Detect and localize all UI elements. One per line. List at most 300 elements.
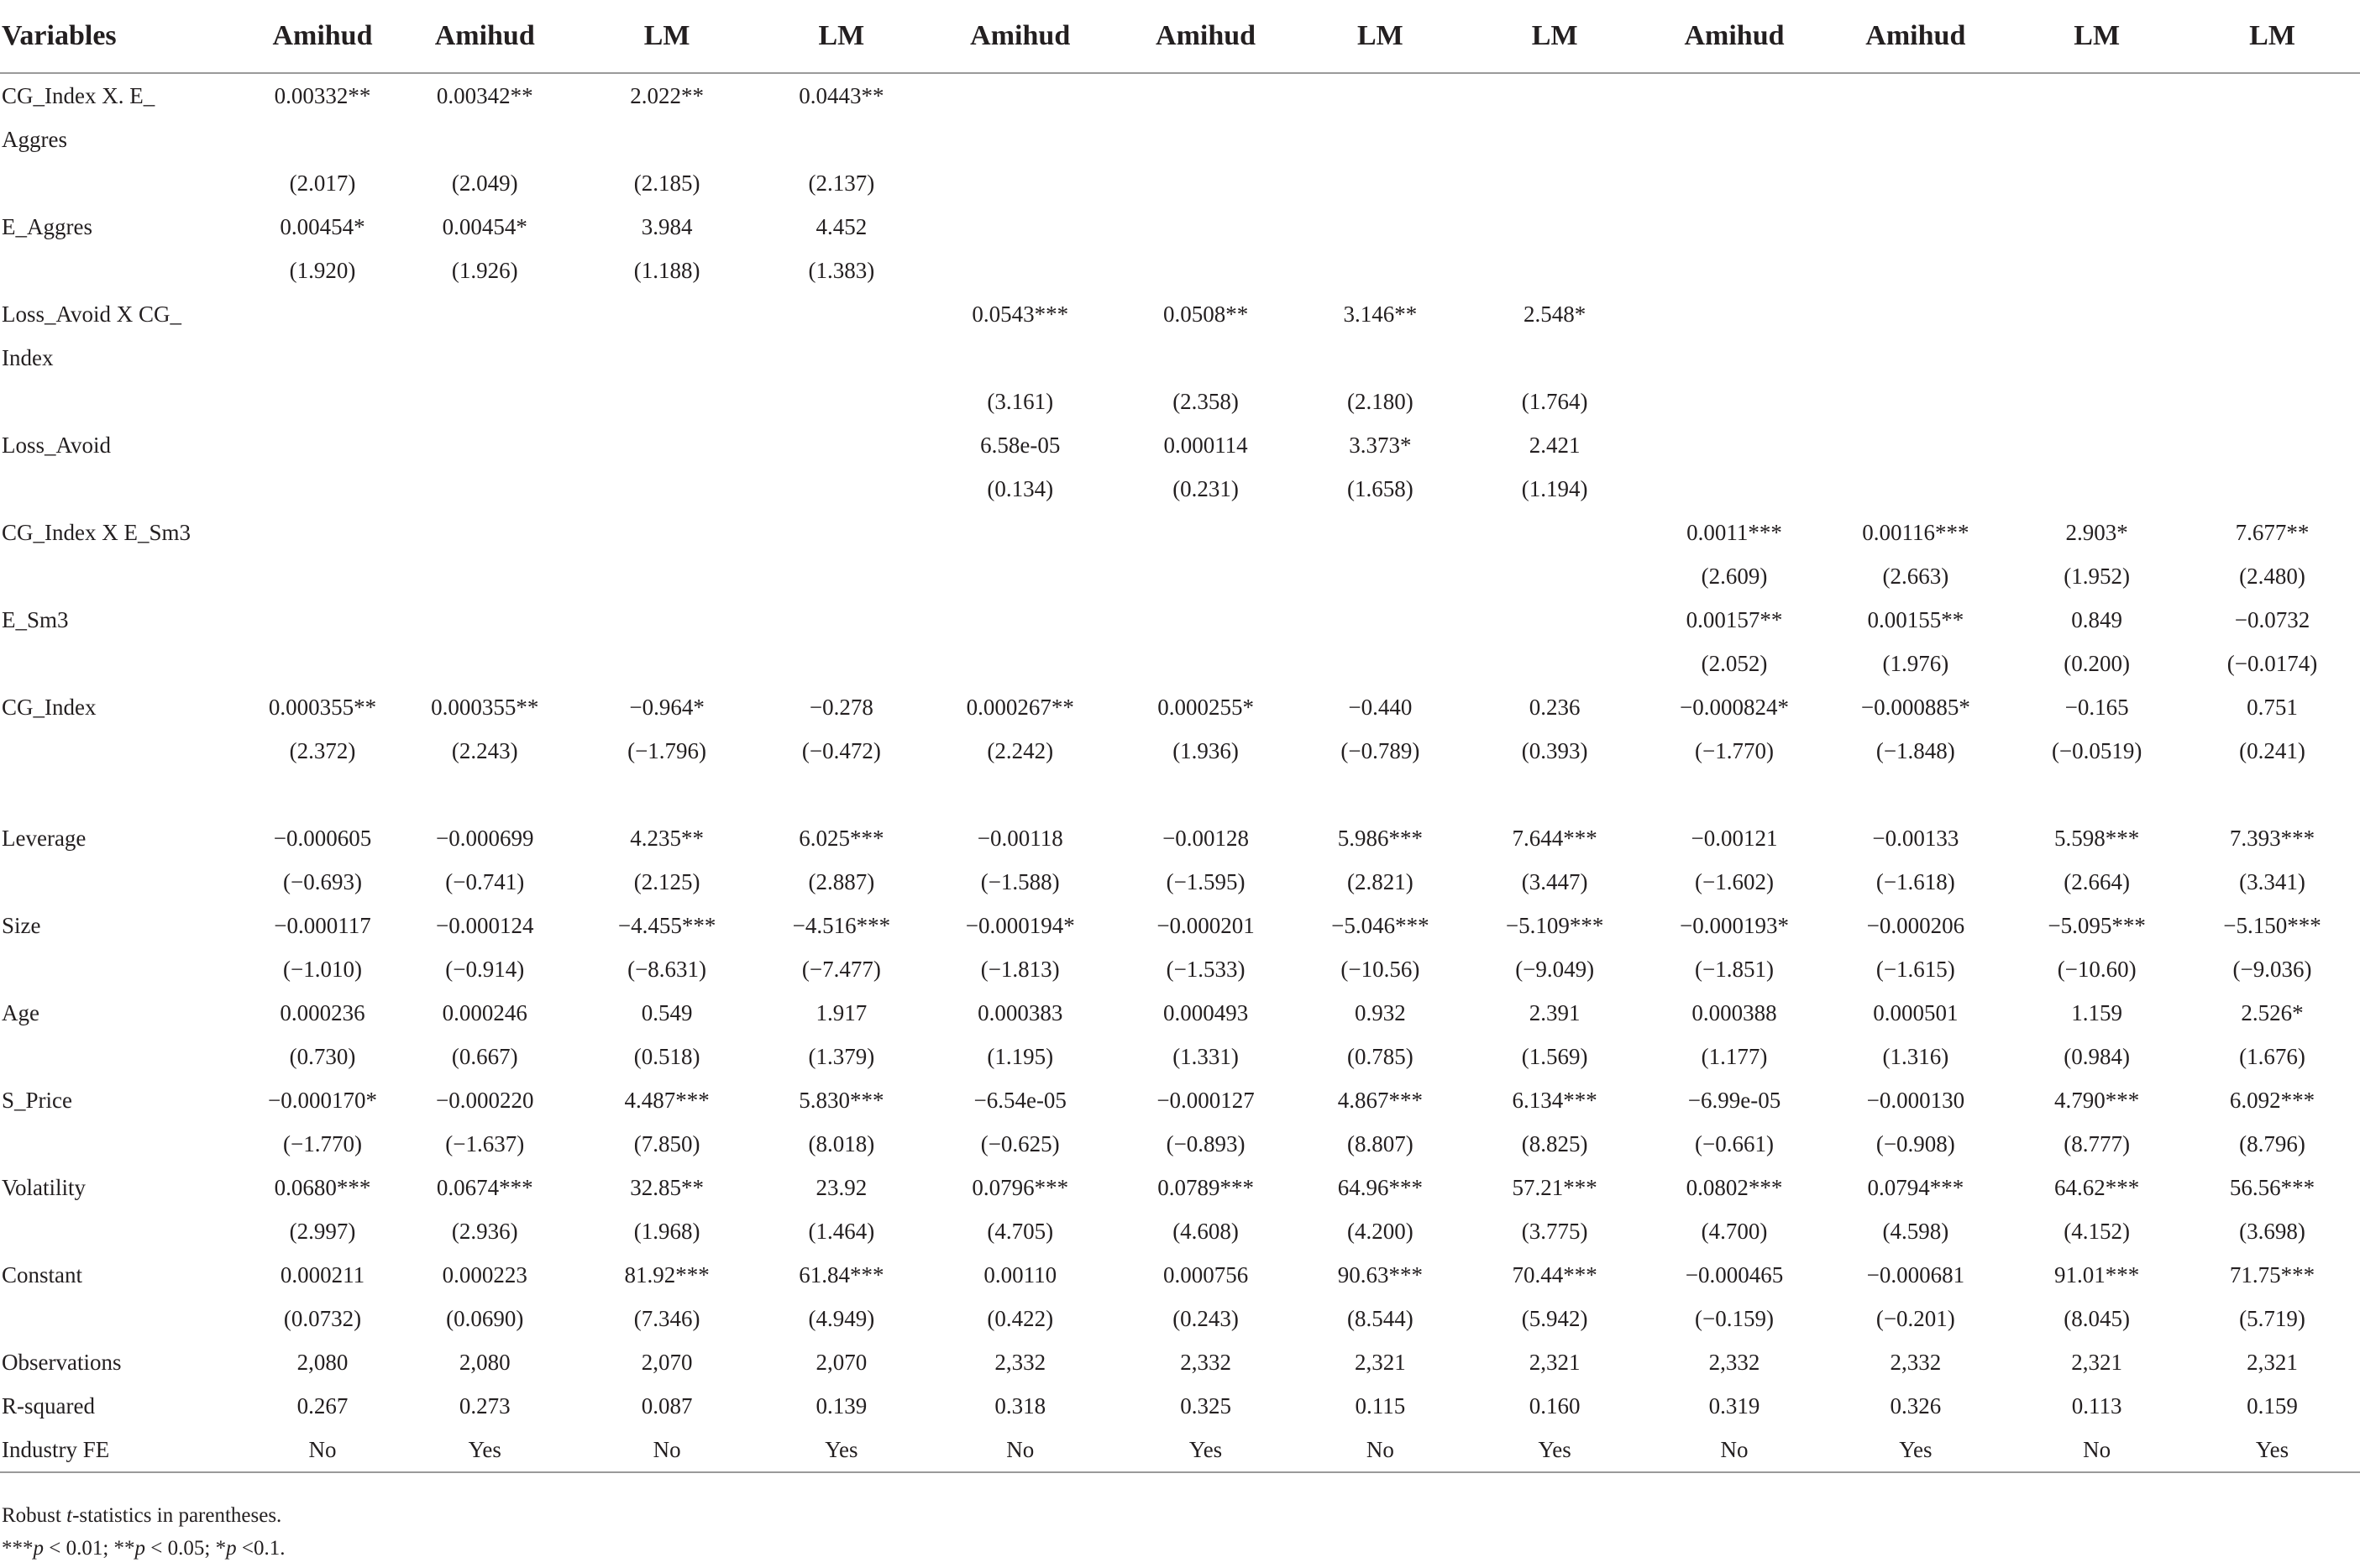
table-cell bbox=[757, 554, 927, 598]
table-cell: 0.159 bbox=[2247, 1392, 2298, 1419]
table-cell: (3.161) bbox=[987, 388, 1054, 414]
table-cell: (−0.0519) bbox=[2051, 737, 2142, 763]
table-cell bbox=[2009, 380, 2184, 423]
table-cell: (−1.588) bbox=[980, 868, 1060, 894]
table-cell: (−1.010) bbox=[283, 956, 362, 982]
table-cell: 71.75*** bbox=[2229, 1261, 2315, 1287]
row-label bbox=[0, 729, 253, 773]
table-cell bbox=[757, 511, 927, 554]
table-cell: (0.422) bbox=[987, 1305, 1054, 1331]
table-cell bbox=[578, 511, 757, 554]
table-cell: (2.243) bbox=[451, 737, 518, 763]
table-cell: (1.952) bbox=[2064, 563, 2131, 589]
table-cell: 0.00332** bbox=[274, 82, 371, 108]
notes-italic: t bbox=[66, 1504, 73, 1527]
table-cell bbox=[757, 467, 927, 511]
table-cell bbox=[2009, 336, 2184, 380]
table-cell bbox=[757, 642, 927, 685]
table-cell: (−1.851) bbox=[1695, 956, 1774, 982]
table-row bbox=[0, 598, 2360, 642]
table-cell: (1.920) bbox=[289, 257, 356, 283]
table-cell bbox=[578, 773, 757, 816]
table-cell bbox=[926, 205, 1114, 249]
row-label: CG_Index bbox=[2, 694, 97, 720]
table-cell: 4.487*** bbox=[624, 1087, 710, 1113]
table-cell: (−0.789) bbox=[1340, 737, 1420, 763]
table-cell: (2.821) bbox=[1347, 868, 1413, 894]
table-cell bbox=[2184, 292, 2360, 336]
table-cell: −0.0732 bbox=[2234, 606, 2310, 632]
table-cell: 64.62*** bbox=[2054, 1174, 2140, 1200]
table-cell: (−0.893) bbox=[1166, 1130, 1246, 1156]
table-cell bbox=[2009, 118, 2184, 161]
table-cell bbox=[1298, 773, 1463, 816]
table-cell: (4.608) bbox=[1172, 1218, 1239, 1244]
header-column-7: LM bbox=[1298, 0, 1463, 73]
table-cell bbox=[253, 554, 392, 598]
table-cell: (8.825) bbox=[1521, 1130, 1588, 1156]
table-cell bbox=[1647, 73, 1822, 118]
row-label bbox=[0, 642, 253, 685]
table-cell: (8.796) bbox=[2239, 1130, 2305, 1156]
table-cell: (2.997) bbox=[289, 1218, 356, 1244]
table-row bbox=[0, 904, 2360, 947]
table-cell: No bbox=[926, 1428, 1114, 1472]
header-variables: Variables bbox=[0, 0, 253, 73]
table-cell bbox=[1298, 205, 1463, 249]
table-cell: (1.383) bbox=[808, 257, 875, 283]
table-row bbox=[0, 991, 2360, 1035]
table-cell: −0.000127 bbox=[1156, 1087, 1255, 1113]
table-cell bbox=[2009, 161, 2184, 205]
table-cell: (2.609) bbox=[1701, 563, 1768, 589]
table-row bbox=[0, 947, 2360, 991]
table-cell: (2.663) bbox=[1882, 563, 1949, 589]
table-cell: −0.278 bbox=[809, 694, 873, 720]
table-cell bbox=[578, 336, 757, 380]
table-cell: 0.0680*** bbox=[274, 1174, 371, 1200]
table-cell: 91.01*** bbox=[2054, 1261, 2140, 1287]
table-cell bbox=[2184, 205, 2360, 249]
table-cell: 70.44*** bbox=[1512, 1261, 1597, 1287]
table-row bbox=[0, 336, 2360, 380]
table-cell: (0.518) bbox=[633, 1043, 700, 1069]
notes-italic: p bbox=[226, 1537, 237, 1560]
row-label bbox=[0, 860, 253, 904]
table-cell: (8.018) bbox=[808, 1130, 875, 1156]
row-label bbox=[0, 1035, 253, 1078]
table-cell: (2.180) bbox=[1347, 388, 1413, 414]
table-cell: (−1.796) bbox=[627, 737, 707, 763]
table-cell: (3.698) bbox=[2239, 1218, 2305, 1244]
table-cell: 0.000255* bbox=[1157, 694, 1254, 720]
table-cell: −0.000605 bbox=[273, 825, 372, 851]
table-cell bbox=[392, 598, 578, 642]
table-cell: (2.137) bbox=[808, 170, 875, 196]
table-cell bbox=[1822, 336, 2009, 380]
table-row bbox=[0, 118, 2360, 161]
table-cell: (−0.472) bbox=[801, 737, 881, 763]
row-label: S_Price bbox=[2, 1087, 72, 1113]
table-cell: (−0.908) bbox=[1875, 1130, 1955, 1156]
table-cell: (2.017) bbox=[289, 170, 356, 196]
table-cell: 2.391 bbox=[1529, 999, 1581, 1025]
table-cell: 2,080 bbox=[296, 1349, 349, 1375]
table-cell: 0.0011*** bbox=[1686, 519, 1782, 545]
table-cell bbox=[1114, 642, 1298, 685]
table-row bbox=[0, 1035, 2360, 1078]
row-label: Volatility bbox=[2, 1174, 87, 1200]
table-cell: (1.569) bbox=[1521, 1043, 1588, 1069]
table-cell bbox=[578, 598, 757, 642]
table-cell bbox=[253, 423, 392, 467]
table-cell: (1.764) bbox=[1521, 388, 1588, 414]
table-cell bbox=[1114, 161, 1298, 205]
table-cell: 2.022** bbox=[630, 82, 704, 108]
table-header bbox=[0, 0, 2360, 73]
table-cell bbox=[578, 292, 757, 336]
table-cell bbox=[1114, 205, 1298, 249]
table-cell: (0.667) bbox=[451, 1043, 518, 1069]
row-label bbox=[0, 161, 253, 205]
table-cell: −5.109*** bbox=[1505, 912, 1604, 938]
table-cell: 0.849 bbox=[2071, 606, 2123, 632]
table-cell: (3.341) bbox=[2239, 868, 2305, 894]
table-cell: (2.052) bbox=[1701, 650, 1768, 676]
table-cell: 0.000501 bbox=[1873, 999, 1959, 1025]
table-cell: −4.516*** bbox=[792, 912, 891, 938]
table-row bbox=[0, 1340, 2360, 1384]
table-cell bbox=[1463, 336, 1647, 380]
table-cell: 6.58e-05 bbox=[980, 432, 1061, 458]
table-cell: (−1.602) bbox=[1695, 868, 1774, 894]
table-row bbox=[0, 642, 2360, 685]
table-cell: (−10.56) bbox=[1340, 956, 1420, 982]
table-cell bbox=[757, 423, 927, 467]
table-cell bbox=[2009, 292, 2184, 336]
table-cell: 5.986*** bbox=[1337, 825, 1423, 851]
table-cell: No bbox=[578, 1428, 757, 1472]
table-cell: (4.598) bbox=[1882, 1218, 1949, 1244]
table-cell bbox=[757, 336, 927, 380]
row-label: Size bbox=[2, 912, 41, 938]
table-cell bbox=[757, 773, 927, 816]
table-cell: 0.000223 bbox=[442, 1261, 527, 1287]
table-cell: (2.480) bbox=[2239, 563, 2305, 589]
table-cell bbox=[926, 642, 1114, 685]
table-cell bbox=[926, 598, 1114, 642]
table-cell: No bbox=[2009, 1428, 2184, 1472]
row-label: CG_Index X E_Sm3 bbox=[2, 519, 191, 545]
notes-italic: p bbox=[134, 1537, 146, 1560]
table-cell: No bbox=[1298, 1428, 1463, 1472]
table-cell: 0.325 bbox=[1180, 1392, 1231, 1419]
table-row bbox=[0, 249, 2360, 292]
notes-text: < 0.01; ** bbox=[44, 1537, 135, 1560]
table-cell: 0.000388 bbox=[1691, 999, 1777, 1025]
table-cell bbox=[1114, 598, 1298, 642]
table-cell: 5.830*** bbox=[799, 1087, 884, 1113]
table-cell bbox=[926, 118, 1114, 161]
row-label: Loss_Avoid X CG_ bbox=[2, 301, 182, 327]
table-cell: −6.54e-05 bbox=[973, 1087, 1067, 1113]
table-cell bbox=[2184, 161, 2360, 205]
table-cell bbox=[926, 73, 1114, 118]
table-cell bbox=[253, 380, 392, 423]
table-cell: 0.087 bbox=[641, 1392, 693, 1419]
table-cell: 4.790*** bbox=[2054, 1087, 2140, 1113]
table-cell bbox=[2184, 73, 2360, 118]
table-cell: 4.867*** bbox=[1337, 1087, 1423, 1113]
row-label: Industry FE bbox=[0, 1428, 253, 1472]
table-cell bbox=[2009, 249, 2184, 292]
table-cell bbox=[2184, 380, 2360, 423]
table-cell: (−1.618) bbox=[1875, 868, 1955, 894]
row-label: Observations bbox=[2, 1349, 122, 1375]
table-cell: 0.0789*** bbox=[1157, 1174, 1254, 1200]
header-column-12: LM bbox=[2184, 0, 2360, 73]
table-cell bbox=[1822, 773, 2009, 816]
table-cell bbox=[578, 642, 757, 685]
table-cell bbox=[392, 292, 578, 336]
table-row bbox=[0, 1166, 2360, 1209]
table-cell: 0.000236 bbox=[280, 999, 365, 1025]
table-cell: 7.644*** bbox=[1512, 825, 1597, 851]
table-cell bbox=[926, 161, 1114, 205]
table-cell: (8.544) bbox=[1347, 1305, 1413, 1331]
table-cell bbox=[1822, 292, 2009, 336]
row-label bbox=[0, 380, 253, 423]
table-row bbox=[0, 292, 2360, 336]
table-cell bbox=[1822, 161, 2009, 205]
table-row bbox=[0, 1122, 2360, 1166]
table-cell bbox=[1463, 511, 1647, 554]
table-cell: Yes bbox=[392, 1428, 578, 1472]
table-cell: (0.243) bbox=[1172, 1305, 1239, 1331]
row-label: Constant bbox=[2, 1261, 83, 1287]
table-cell: (−7.477) bbox=[801, 956, 881, 982]
table-cell bbox=[1298, 554, 1463, 598]
table-cell bbox=[926, 336, 1114, 380]
header-column-1: Amihud bbox=[253, 0, 392, 73]
table-cell: (1.464) bbox=[808, 1218, 875, 1244]
row-label bbox=[0, 1209, 253, 1253]
table-cell: 2,070 bbox=[641, 1349, 693, 1375]
table-cell: 2,321 bbox=[1354, 1349, 1406, 1375]
table-cell: 0.0543*** bbox=[972, 301, 1069, 327]
table-cell: −0.00128 bbox=[1162, 825, 1250, 851]
table-cell: (2.125) bbox=[633, 868, 700, 894]
row-label: Loss_Avoid bbox=[2, 432, 112, 458]
table-cell: (2.372) bbox=[289, 737, 356, 763]
table-cell: Yes bbox=[1114, 1428, 1298, 1472]
table-cell: (8.777) bbox=[2064, 1130, 2131, 1156]
table-cell: (2.936) bbox=[451, 1218, 518, 1244]
table-cell: (1.188) bbox=[633, 257, 700, 283]
table-cell: 32.85** bbox=[630, 1174, 704, 1200]
table-cell: 7.393*** bbox=[2229, 825, 2315, 851]
table-cell: (−1.615) bbox=[1875, 956, 1955, 982]
table-cell bbox=[1463, 642, 1647, 685]
table-cell: (2.185) bbox=[633, 170, 700, 196]
table-cell bbox=[578, 380, 757, 423]
table-cell: −0.000194* bbox=[965, 912, 1075, 938]
table-cell: −0.000699 bbox=[436, 825, 534, 851]
table-cell: Yes bbox=[757, 1428, 927, 1472]
table-cell bbox=[1822, 249, 2009, 292]
table-cell: −0.000465 bbox=[1685, 1261, 1784, 1287]
table-cell bbox=[1114, 249, 1298, 292]
table-cell: (7.850) bbox=[633, 1130, 700, 1156]
table-cell bbox=[392, 336, 578, 380]
table-cell: 2,332 bbox=[1180, 1349, 1231, 1375]
table-cell: −0.000885* bbox=[1860, 694, 1970, 720]
table-cell: (0.785) bbox=[1347, 1043, 1413, 1069]
table-cell: (−0.693) bbox=[283, 868, 362, 894]
table-cell: 0.00454* bbox=[280, 213, 365, 239]
table-cell: (−1.637) bbox=[445, 1130, 525, 1156]
table-row bbox=[0, 1253, 2360, 1297]
notes-text: < 0.05; * bbox=[145, 1537, 227, 1560]
table-cell: (3.447) bbox=[1521, 868, 1588, 894]
row-label: Leverage bbox=[2, 825, 87, 851]
table-cell: 0.318 bbox=[994, 1392, 1046, 1419]
header-column-5: Amihud bbox=[926, 0, 1114, 73]
header-column-9: Amihud bbox=[1647, 0, 1822, 73]
table-cell: (−0.741) bbox=[445, 868, 525, 894]
table-cell: (5.942) bbox=[1521, 1305, 1588, 1331]
table-cell: 2,070 bbox=[816, 1349, 868, 1375]
table-cell: (8.807) bbox=[1347, 1130, 1413, 1156]
table-cell: 0.0794*** bbox=[1867, 1174, 1964, 1200]
table-cell: 3.373* bbox=[1349, 432, 1412, 458]
table-cell: (0.134) bbox=[987, 475, 1054, 501]
table-cell: 0.113 bbox=[2071, 1392, 2122, 1419]
table-cell: 6.134*** bbox=[1512, 1087, 1597, 1113]
table-cell: (2.049) bbox=[451, 170, 518, 196]
table-cell: (1.331) bbox=[1172, 1043, 1239, 1069]
table-cell: (1.676) bbox=[2239, 1043, 2305, 1069]
table-cell bbox=[2184, 118, 2360, 161]
table-cell: (2.887) bbox=[808, 868, 875, 894]
table-cell: 0.000355** bbox=[268, 694, 377, 720]
table-cell bbox=[1114, 336, 1298, 380]
table-cell: −0.000206 bbox=[1866, 912, 1965, 938]
table-cell bbox=[1647, 118, 1822, 161]
table-cell: (0.393) bbox=[1521, 737, 1588, 763]
table-cell bbox=[757, 598, 927, 642]
table-cell: (4.949) bbox=[808, 1305, 875, 1331]
row-label: CG_Index X. E_ bbox=[2, 82, 155, 108]
table-cell: 0.000267** bbox=[966, 694, 1074, 720]
table-row bbox=[0, 1078, 2360, 1122]
table-cell: (−10.60) bbox=[2057, 956, 2137, 982]
notes-text: -statistics in parentheses. bbox=[72, 1504, 282, 1527]
table-cell: 0.000756 bbox=[1162, 1261, 1249, 1287]
table-cell: (4.200) bbox=[1347, 1218, 1413, 1244]
table-cell bbox=[2184, 249, 2360, 292]
table-cell: (−1.848) bbox=[1875, 737, 1955, 763]
table-cell bbox=[1647, 467, 1822, 511]
table-cell: −5.095*** bbox=[2048, 912, 2146, 938]
table-cell: (−1.595) bbox=[1166, 868, 1246, 894]
table-row bbox=[0, 554, 2360, 598]
table-cell: 0.0508** bbox=[1162, 301, 1249, 327]
table-cell: 0.00155** bbox=[1867, 606, 1964, 632]
notes-line-2 bbox=[2, 1532, 285, 1565]
table-cell bbox=[1298, 118, 1463, 161]
table-row bbox=[0, 380, 2360, 423]
table-cell: No bbox=[1647, 1428, 1822, 1472]
table-cell: (1.379) bbox=[808, 1043, 875, 1069]
table-cell: 0.751 bbox=[2247, 694, 2298, 720]
table-cell: −0.000201 bbox=[1156, 912, 1255, 938]
table-row bbox=[0, 685, 2360, 729]
table-cell: (3.775) bbox=[1521, 1218, 1588, 1244]
table-cell bbox=[578, 118, 757, 161]
table-cell: 57.21*** bbox=[1512, 1174, 1597, 1200]
table-cell bbox=[578, 554, 757, 598]
table-row bbox=[0, 161, 2360, 205]
table-cell bbox=[1298, 642, 1463, 685]
table-cell: 0.273 bbox=[459, 1392, 511, 1419]
table-cell bbox=[1647, 336, 1822, 380]
table-cell: −5.150*** bbox=[2223, 912, 2321, 938]
table-cell bbox=[1647, 292, 1822, 336]
table-cell bbox=[926, 511, 1114, 554]
table-cell: (1.177) bbox=[1701, 1043, 1768, 1069]
table-cell: −0.000220 bbox=[436, 1087, 534, 1113]
table-row bbox=[0, 729, 2360, 773]
table-cell: −0.00121 bbox=[1691, 825, 1778, 851]
table-cell bbox=[926, 554, 1114, 598]
table-cell: 0.000211 bbox=[280, 1261, 365, 1287]
table-cell: 2,332 bbox=[1890, 1349, 1942, 1375]
table-cell bbox=[2009, 73, 2184, 118]
table-cell: (0.200) bbox=[2064, 650, 2131, 676]
table-cell: (−1.770) bbox=[283, 1130, 362, 1156]
table-cell: −0.000117 bbox=[274, 912, 371, 938]
table-cell bbox=[1822, 380, 2009, 423]
table-cell: 0.115 bbox=[1355, 1392, 1406, 1419]
notes-line-1 bbox=[2, 1499, 285, 1532]
table-cell bbox=[757, 292, 927, 336]
table-cell: (8.045) bbox=[2064, 1305, 2131, 1331]
table-row bbox=[0, 511, 2360, 554]
table-cell: 81.92*** bbox=[624, 1261, 710, 1287]
table-cell: (4.152) bbox=[2064, 1218, 2131, 1244]
table-cell: (−0.914) bbox=[445, 956, 525, 982]
table-cell bbox=[253, 118, 392, 161]
table-cell bbox=[1647, 205, 1822, 249]
table-cell: −0.00133 bbox=[1872, 825, 1959, 851]
table-cell: (−1.533) bbox=[1166, 956, 1246, 982]
table-cell: 6.025*** bbox=[799, 825, 884, 851]
table-cell bbox=[392, 554, 578, 598]
table-cell bbox=[1647, 380, 1822, 423]
table-cell bbox=[1463, 773, 1647, 816]
table-row bbox=[0, 1428, 2360, 1472]
table-cell: (−0.201) bbox=[1875, 1305, 1955, 1331]
notes-text: Robust bbox=[2, 1504, 67, 1527]
table-cell bbox=[392, 380, 578, 423]
table-cell: 2.548* bbox=[1524, 301, 1586, 327]
table-cell bbox=[1114, 773, 1298, 816]
table-cell: 2.421 bbox=[1529, 432, 1581, 458]
table-cell: 0.932 bbox=[1354, 999, 1406, 1025]
table-cell: 2.903* bbox=[2065, 519, 2128, 545]
table-cell bbox=[253, 511, 392, 554]
